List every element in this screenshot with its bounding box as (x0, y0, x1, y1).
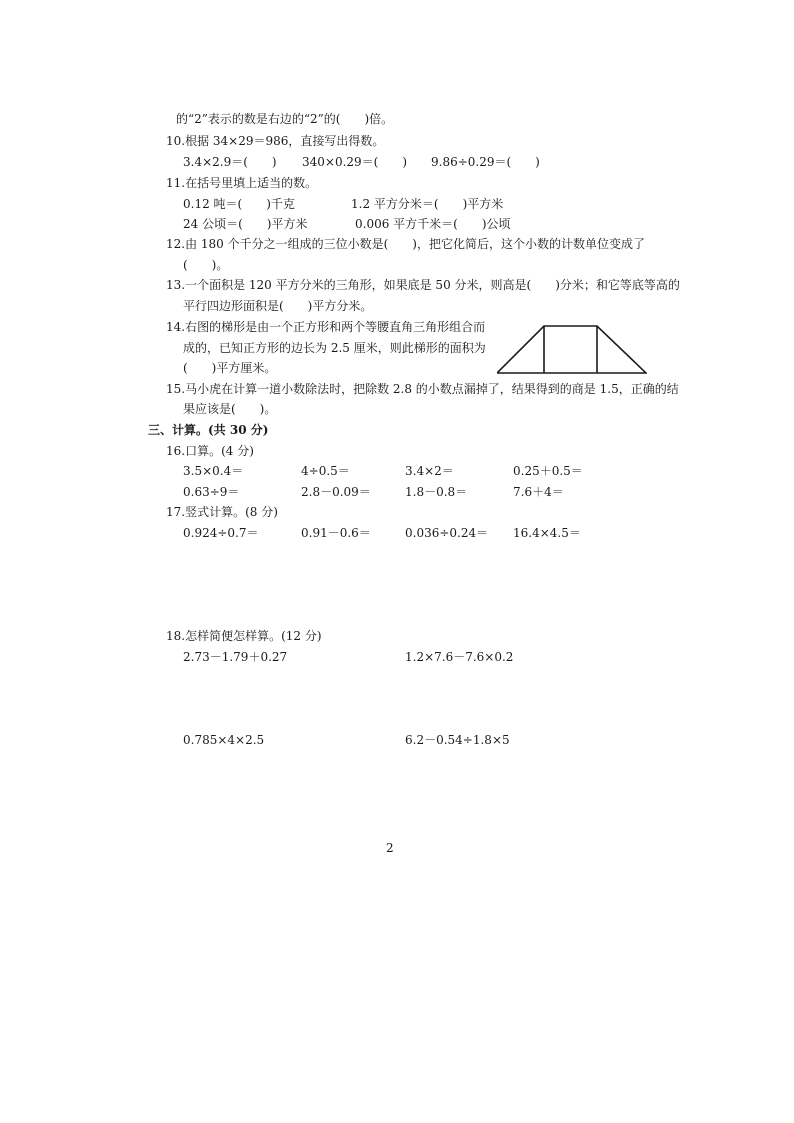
section-heading: 三、计算。(共 30 分) (148, 423, 269, 437)
q14-line1: 14.右图的梯形是由一个正方形和两个等腰直角三角形组合而 (166, 320, 486, 334)
q15-line1: 15.马小虎在计算一道小数除法时，把除数 2.8 的小数点漏掉了，结果得到的商是 1.5，正确的结 (166, 382, 679, 396)
q16-stem: 16.口算。(4 分) (166, 444, 254, 458)
mental-math-item: 3.4×2＝ (405, 464, 454, 478)
q9-tail: 的“2”表示的数是右边的“2”的( )倍。 (176, 112, 394, 126)
q15-line2: 果应该是( )。 (183, 402, 277, 416)
q11-item: 1.2 平方分米＝( )平方米 (351, 197, 504, 211)
q12-line2: ( )。 (183, 258, 229, 272)
vertical-calc-item: 16.4×4.5＝ (513, 526, 581, 540)
q18-stem: 18.怎样简便怎样算。(12 分) (166, 629, 322, 643)
mental-math-item: 0.63÷9＝ (183, 485, 240, 499)
mental-math-item: 4÷0.5＝ (301, 464, 350, 478)
vertical-calc-item: 0.036÷0.24＝ (405, 526, 489, 540)
mental-math-item: 2.8－0.09＝ (301, 485, 371, 499)
q10-item: 340×0.29＝( ) (302, 155, 408, 169)
q11-item: 0.006 平方千米＝( )公顷 (355, 217, 511, 231)
q13-line1: 13.一个面积是 120 平方分米的三角形，如果底是 50 分米，则高是( )分米；和它等底等高的 (166, 278, 680, 292)
q11-item: 0.12 吨＝( )千克 (183, 197, 295, 211)
vertical-calc-item: 0.924÷0.7＝ (183, 526, 259, 540)
vertical-calc-item: 0.91－0.6＝ (301, 526, 371, 540)
mental-math-item: 1.8－0.8＝ (405, 485, 468, 499)
page-number: 2 (386, 841, 394, 855)
q11-stem: 11.在括号里填上适当的数。 (166, 176, 318, 190)
q10-item: 9.86÷0.29＝( ) (431, 155, 540, 169)
mental-math-item: 7.6＋4＝ (513, 485, 564, 499)
trapezoid-outline (497, 326, 646, 373)
q10-item: 3.4×2.9＝( ) (183, 155, 277, 169)
mental-math-item: 3.5×0.4＝ (183, 464, 244, 478)
q12-line1: 12.由 180 个千分之一组成的三位小数是( )，把它化简后，这个小数的计数单位变成了 (166, 237, 645, 251)
simplify-item: 6.2－0.54÷1.8×5 (405, 733, 510, 747)
q10-stem: 10.根据 34×29＝986，直接写出得数。 (166, 134, 385, 148)
q13-line2: 平行四边形面积是( )平方分米。 (183, 299, 373, 313)
q11-item: 24 公顷＝( )平方米 (183, 217, 308, 231)
q14-line2: 成的，已知正方形的边长为 2.5 厘米，则此梯形的面积为 (183, 341, 486, 355)
simplify-item: 2.73－1.79＋0.27 (183, 650, 288, 664)
q17-stem: 17.竖式计算。(8 分) (166, 505, 278, 519)
trapezoid-figure (497, 322, 647, 374)
mental-math-item: 0.25＋0.5＝ (513, 464, 583, 478)
simplify-item: 1.2×7.6－7.6×0.2 (405, 650, 514, 664)
q14-line3: ( )平方厘米。 (183, 361, 277, 375)
simplify-item: 0.785×4×2.5 (183, 733, 265, 747)
